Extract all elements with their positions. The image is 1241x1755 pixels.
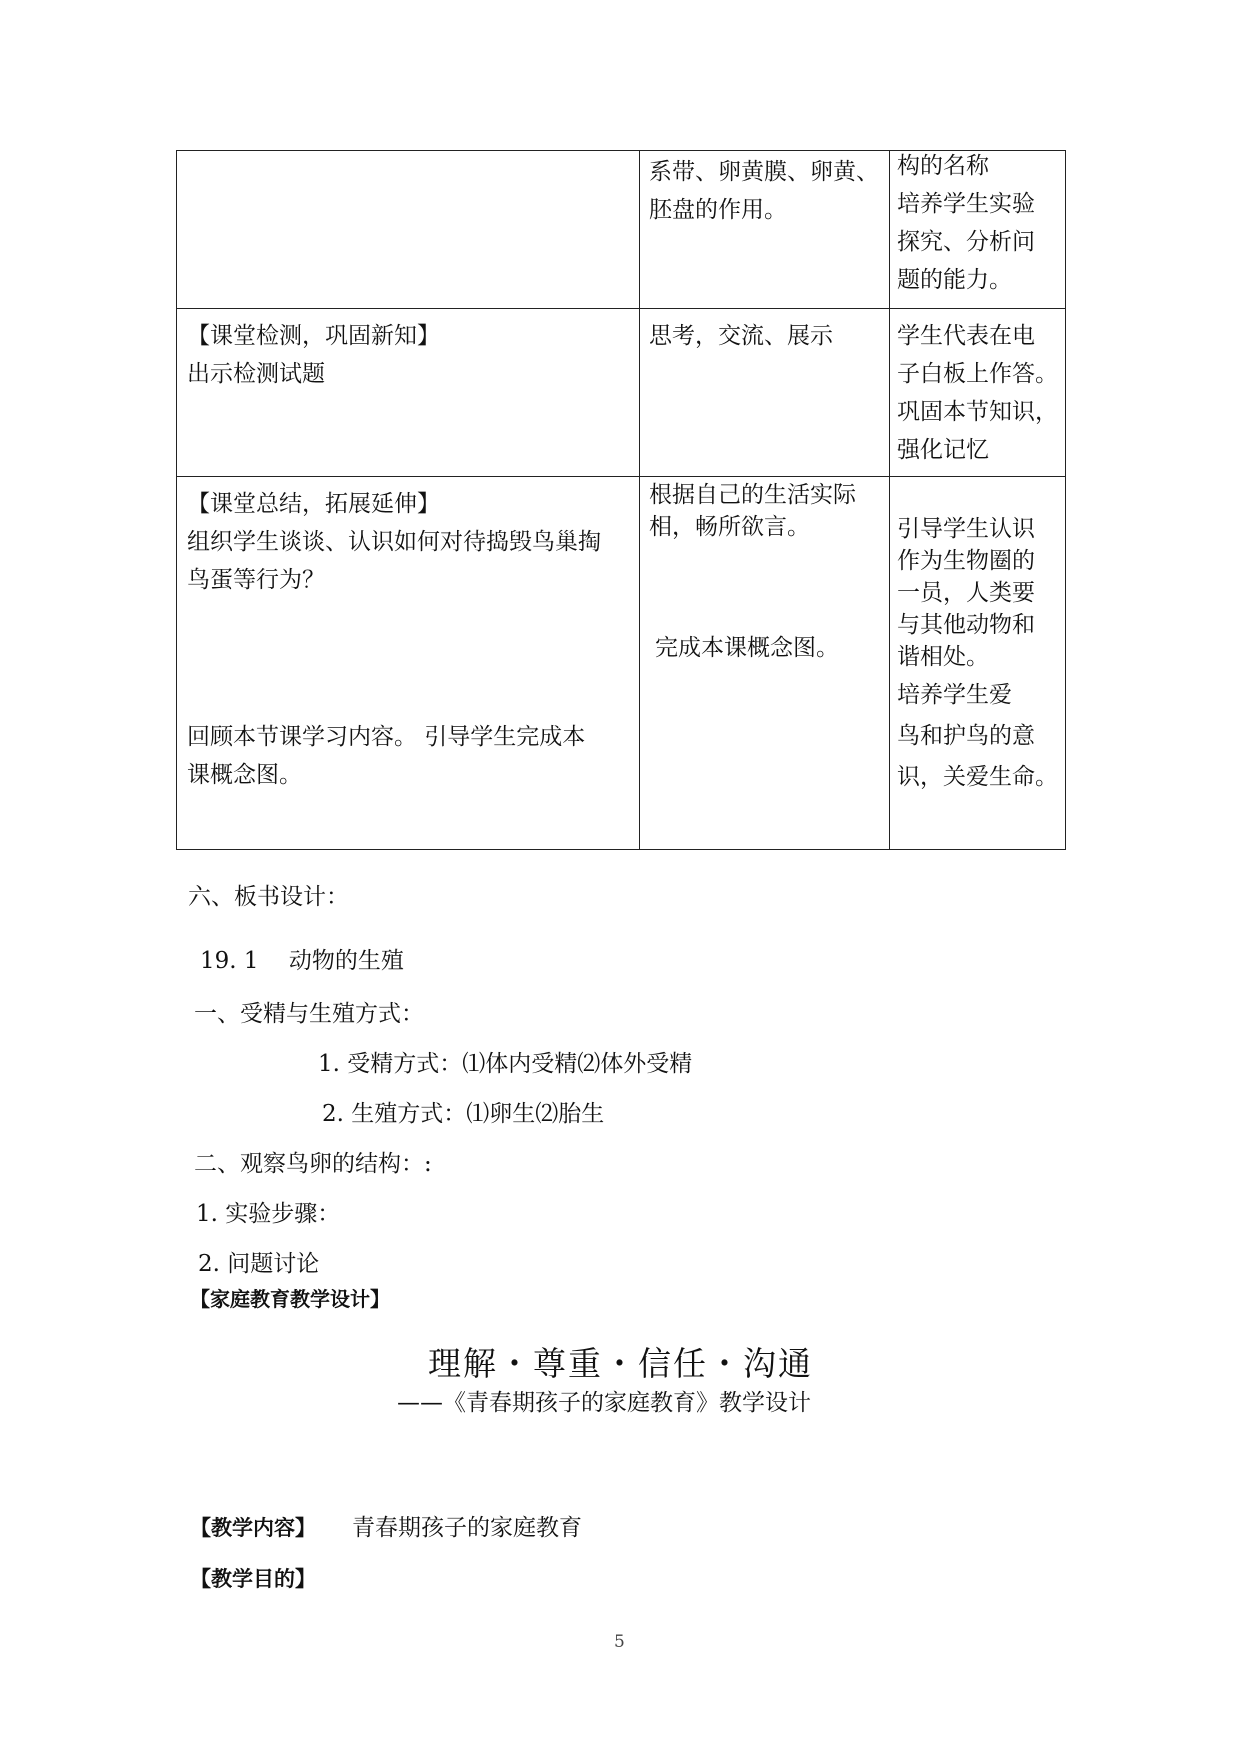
board-section-1-item-1: 1. 受精方式：⑴体内受精⑵体外受精 [318,1051,693,1077]
board-section-2-item-1: 1. 实验步骤： [196,1201,341,1227]
lesson-table [176,150,1066,850]
family-education-title: 理解・尊重・信任・沟通 [428,1344,813,1383]
teaching-content-value: 青春期孩子的家庭教育 [352,1515,582,1541]
board-lesson-title: 19. 1 动物的生殖 [200,948,404,974]
board-design-heading: 六、板书设计： [188,884,349,910]
board-section-1: 一、受精与生殖方式： [194,1001,424,1027]
table-cell-student: 系带、卵黄膜、卵黄、 胚盘的作用。 [649,159,879,223]
family-education-subtitle: ——《青春期孩子的家庭教育》教学设计 [397,1390,811,1416]
table-cell-student: 根据自己的生活实际 相，畅所欲言。 [649,482,856,540]
table-cell-intent: 引导学生认识 作为生物圈的 一员，人类要 与其他动物和 谐相处。 [897,516,1035,670]
teaching-goal-label: 【教学目的】 [190,1567,316,1591]
table-cell-student: 思考，交流、展示 [649,323,833,349]
table-row-divider-2 [177,476,1065,477]
family-education-label: 【家庭教育教学设计】 [190,1287,390,1311]
board-section-1-item-2: 2. 生殖方式：⑴卵生⑵胎生 [322,1101,605,1127]
table-divider-1 [639,151,640,849]
teaching-content-label: 【教学内容】 [190,1516,316,1540]
table-row-divider-1 [177,308,1065,309]
table-cell-intent-care: 培养学生爱 鸟和护鸟的意 识，关爱生命。 [897,682,1058,790]
table-cell-intent: 构的名称 培养学生实验 探究、分析问 题的能力。 [897,153,1035,293]
table-cell-teacher: 【课堂检测，巩固新知】 出示检测试题 [187,323,440,387]
board-section-2: 二、观察鸟卵的结构：: [194,1151,432,1177]
table-divider-2 [889,151,890,849]
board-section-2-item-2: 2. 问题讨论 [198,1251,320,1277]
table-cell-teacher-review: 回顾本节课学习内容。 引导学生完成本 课概念图。 [187,724,586,788]
table-cell-intent: 学生代表在电 子白板上作答。 巩固本节知识， 强化记忆 [897,323,1058,463]
table-cell-student-concept-map: 完成本课概念图。 [655,635,839,661]
table-cell-teacher: 【课堂总结，拓展延伸】 组织学生谈谈、认识如何对待捣毁鸟巢掏 鸟蛋等行为？ [187,491,601,593]
page-number: 5 [614,1632,625,1652]
